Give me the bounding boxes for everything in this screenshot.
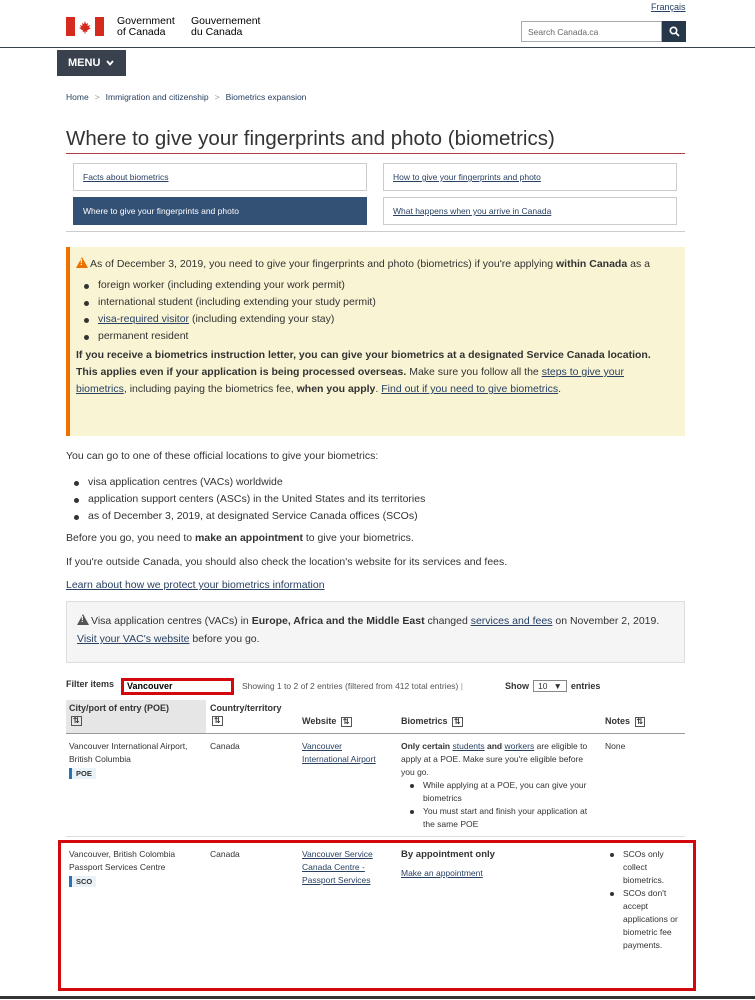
outside-canada-note: If you're outside Canada, you should also check the location's website for its services and fees. [66, 556, 508, 568]
column-country[interactable]: Country/territory ⇅ [210, 703, 282, 725]
list-item: You must start and finish your application at the same POE [409, 805, 596, 831]
students-link[interactable]: students [452, 741, 485, 751]
city-cell: Vancouver International Airport, British Columbia [69, 741, 188, 764]
entries-select[interactable]: 10 ▼ [533, 680, 567, 692]
filter-input[interactable]: Vancouver [121, 678, 234, 695]
tab-facts-about-biometrics[interactable]: Facts about biometrics [73, 163, 367, 191]
chevron-down-icon [106, 60, 114, 66]
city-cell: Vancouver, British Colombia Passport Services Centre [69, 849, 176, 872]
highlighted-row-outline [58, 840, 696, 991]
country-cell: Canada [210, 741, 240, 751]
list-item: foreign worker (including extending your work permit) [84, 277, 675, 294]
breadcrumb-biometrics[interactable]: Biometrics expansion [225, 92, 307, 102]
column-notes[interactable]: Notes ⇅ [605, 716, 644, 726]
services-and-fees-link[interactable]: services and fees [470, 615, 553, 627]
language-toggle-link[interactable]: Français [651, 2, 686, 12]
table-header [66, 700, 685, 733]
list-item: international student (including extending your study permit) [84, 294, 675, 311]
table-header-divider [66, 733, 685, 734]
table-row [69, 740, 204, 780]
breadcrumb: Home > Immigration and citizenship > Biometrics expansion [66, 92, 307, 102]
menu-button[interactable]: MENU [57, 50, 126, 76]
title-underline [66, 153, 685, 154]
tabs-divider [66, 231, 685, 232]
page-title: Where to give your fingerprints and photo (biometrics) [66, 127, 555, 150]
sort-icon[interactable]: ⇅ [214, 716, 221, 725]
locations-list [66, 474, 425, 525]
biometrics-cell: By appointment only Make an appointment [401, 849, 495, 878]
list-item: permanent resident [84, 328, 675, 345]
notes-cell: None [605, 741, 626, 751]
list-item: visa-required visitor (including extending your stay) [84, 311, 675, 328]
workers-link[interactable]: workers [504, 741, 535, 751]
column-biometrics[interactable]: Biometrics ⇅ [401, 716, 461, 726]
warning-icon [77, 614, 89, 625]
sort-icon[interactable]: ⇅ [636, 717, 644, 726]
appointment-note: Before you go, you need to make an appointment to give your biometrics. [66, 532, 414, 544]
search-input[interactable]: Search Canada.ca [521, 21, 662, 42]
visit-vac-website-link[interactable]: Visit your VAC's website [77, 633, 190, 645]
website-link[interactable]: Vancouver Service Canada Centre - Passport Services [302, 849, 373, 885]
sort-icon[interactable]: ⇅ [454, 717, 461, 726]
row-divider [66, 836, 685, 837]
website-link[interactable]: Vancouver International Airport [302, 741, 376, 764]
poe-badge: POE [69, 768, 96, 779]
list-item: SCOs only collect biometrics. [609, 848, 683, 887]
header-divider [0, 47, 755, 48]
column-city[interactable]: City/port of entry (POE) ⇅ [66, 700, 206, 733]
tab-where-to-give[interactable]: Where to give your fingerprints and photo [73, 197, 367, 225]
page-bottom-border [0, 996, 755, 999]
info-alert: !Visa application centres (VACs) in Europe, Africa and the Middle East changed services and fees on November 2, 2019. Visit your VAC's website before you go. [66, 601, 685, 663]
list-item: as of December 3, 2019, at designated Service Canada offices (SCOs) [74, 508, 425, 525]
find-out-if-you-need-link[interactable]: Find out if you need to give biometrics [381, 383, 559, 395]
tab-what-happens[interactable]: What happens when you arrive in Canada [383, 197, 677, 225]
locations-intro: You can go to one of these official locations to give your biometrics: [66, 450, 379, 462]
sort-icon[interactable]: ⇅ [73, 716, 80, 725]
warning-icon [76, 257, 88, 268]
list-item: While applying at a POE, you can give your biometrics [409, 779, 596, 805]
entries-summary: Showing 1 to 2 of 2 entries (filtered from 412 total entries) | [242, 681, 463, 691]
breadcrumb-immigration[interactable]: Immigration and citizenship [105, 92, 209, 102]
filter-label: Filter items [66, 679, 115, 689]
canada-flag-icon [66, 17, 104, 36]
column-website[interactable]: Website ⇅ [302, 716, 350, 726]
sco-badge: SCO [69, 876, 96, 887]
protect-biometrics-link[interactable]: Learn about how we protect your biometrics information [66, 579, 325, 591]
search-button[interactable] [662, 21, 686, 42]
make-appointment-link[interactable]: Make an appointment [401, 868, 483, 878]
list-item: SCOs don't accept applications or biometric fee payments. [609, 887, 683, 952]
sort-icon[interactable]: ⇅ [342, 717, 350, 726]
biometrics-cell: Only certain students and workers are eligible to apply at a POE. Make sure you're eligible before you go. While applying at a POE, you can give your biometrics You must start and finish your application at the same POE [401, 740, 596, 831]
signature-french[interactable]: Gouvernement du Canada [191, 15, 261, 38]
country-cell: Canada [210, 849, 240, 859]
list-item: application support centers (ASCs) in the United States and its territories [74, 491, 425, 508]
visa-required-visitor-link[interactable]: visa-required visitor [98, 313, 190, 325]
list-item: visa application centres (VACs) worldwide [74, 474, 425, 491]
signature-english[interactable]: Government of Canada [117, 15, 175, 38]
breadcrumb-home[interactable]: Home [66, 92, 89, 102]
tab-how-to-give[interactable]: How to give your fingerprints and photo [383, 163, 677, 191]
steps-to-give-biometrics-link[interactable]: steps to give your biometrics [76, 366, 624, 395]
warning-alert: !As of December 3, 2019, you need to give your fingerprints and photo (biometrics) if you're applying within Canada as a foreign worker (including extending your work permit) international student (including extending your study permit) visa-required visitor (including extending your stay) permanent resident If you receive a biometrics instruction letter, you can give your biometrics at a designated Service Canada location. This applies even if your application is being processed overseas. Make sure you follow all the steps to give your biometrics, including paying the biometrics fee, when you apply. Find out if you need to give biometrics. [66, 247, 685, 436]
search-icon [669, 26, 680, 37]
dropdown-arrow-icon: ▼ [553, 681, 562, 691]
show-entries-control: Show 10 ▼ entries [505, 681, 601, 691]
